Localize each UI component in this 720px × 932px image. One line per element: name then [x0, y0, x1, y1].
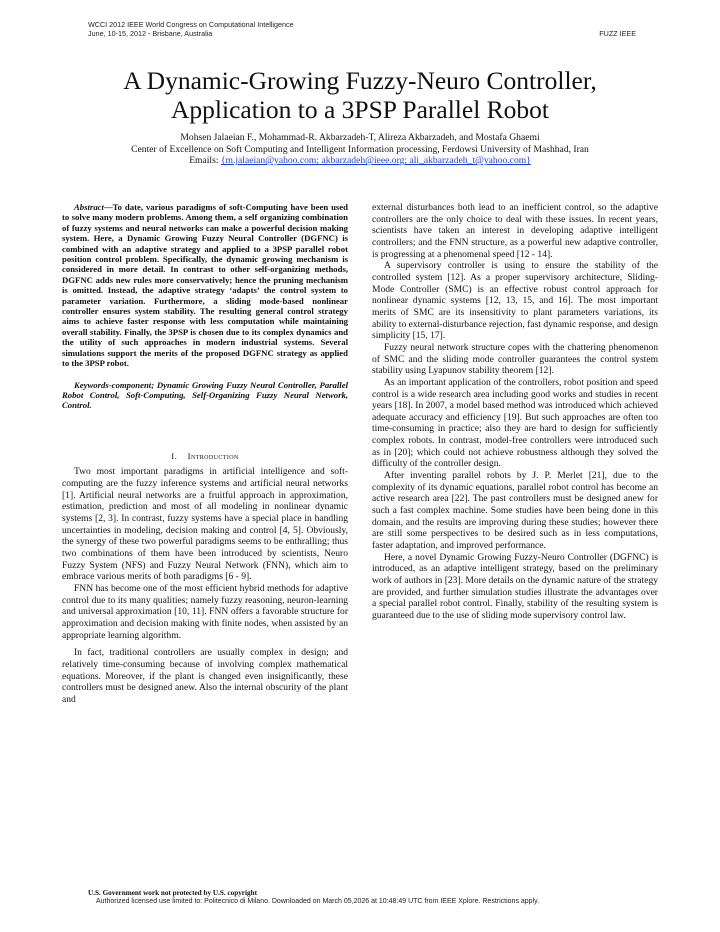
abstract	[62, 202, 348, 369]
left-column	[62, 202, 348, 706]
paragraph: FNN has become one of the most efficient hybrid methods for adaptive control due to its many qualities; namely fuzzy reasoning, neuron-learning and universal approximation [10, 11]. FNN offers a favorable structure for approximation and decision making with finite nodes, when assisted by an appropriate learning algorithm.	[62, 582, 348, 641]
conference-track: FUZZ IEEE	[599, 29, 636, 38]
license-notice: Authorized licensed use limited to: Politecnico di Milano. Downloaded on March 05,2026 at 10:48:49 UTC from IEEE Xplore. Restrictions apply.	[96, 898, 540, 905]
paragraph: As an important application of the controllers, robot position and speed control is a wide research area including good works and studies in recent years [18]. In 2007, a model based method was introduced which achieved adequate accuracy and efficiency [19]. But such approaches are often too time-consuming in practice; also they are hard to design for sufficiently complex robots. In contrast, model-free controllers were introduced such as in [20]; which could not achieve robustness although they solved the difficulty of the controller design.	[372, 376, 658, 470]
author-affiliation: Center of Excellence on Soft Computing and Intelligent Information processing, Ferdowsi University of Mashhad, Iran	[131, 143, 589, 155]
section-heading-introduction	[62, 451, 348, 463]
abstract-label: Abstract	[74, 202, 104, 212]
abstract-text: —To date, various paradigms of soft-Computing have been used to solve many modern problems. Among them, a self organizing combination of fuzzy systems and neural networks can make a powerful decision making system. Here, a Dynamic Growing Fuzzy Neural Controller (DGFNC) is combined with an adaptive strategy and applied to a 3PSP parallel robot position control problem. Specifically, the dynamic growing mechanism is considered in more detail. In contrast to other self-organizing methods, DGFNC adds new rules more conservatively; hence the pruning mechanism is omitted. Instead, the adaptive strategy ‘adapts’ the control system to parameter variation. Furthermore, a sliding mode-based nonlinear controller ensures system stability. The resulting general control strategy aims to achieve faster response with less computation while maintaining overall stability. Finally, the 3PSP is chosen due to its complex dynamics and the utility of such approaches in modern industrial systems. Several simulations support the merits of the proposed DGFNC strategy as applied to the 3PSP robot.	[62, 202, 348, 369]
paragraph: Fuzzy neural network structure copes with the chattering phenomenon of SMC and the sliding mode controller guarantees the control system stability using Lyapunov stability theorem [12].	[372, 341, 658, 377]
paragraph: In fact, traditional controllers are usually complex in design; and relatively time-consuming because of involving complex mathematical equations. Moreover, if the plant is changed even insignificantly, these controllers must be designed anew. Also the internal obscurity of the plant and	[62, 647, 348, 705]
paragraph: After inventing parallel robots by J. P. Merlet [21], due to the complexity of its dynamic equations, parallel robot control has become an active research area [22]. The past controllers must be designed anew for such a fast complex machine. Some studies have been being done in this domain, and the results are improving during these studies; however there are still some perspectives to be desired such as in less computations, faster adaptation, and improved performance.	[372, 470, 658, 552]
title-line-1: A Dynamic-Growing Fuzzy-Neuro Controller,	[123, 66, 597, 95]
conference-name: WCCI 2012 IEEE World Congress on Computational Intelligence	[88, 20, 294, 29]
conference-date-location: June, 10-15, 2012 - Brisbane, Australia	[88, 29, 213, 38]
keywords: Keywords-component; Dynamic Growing Fuzzy Neural Controller, Parallel Robot Control, Soft-Computing, Self-Organizing Fuzzy Neural Network, Control.	[62, 379, 348, 411]
section-number: I.	[171, 450, 178, 461]
author-names: Mohsen Jalaeian F., Mohammad-R. Akbarzadeh-T, Alireza Akbarzadeh, and Mostafa Ghaemi	[180, 132, 540, 143]
section-title: Introduction	[187, 450, 239, 461]
paragraph: A supervisory controller is using to ensure the stability of the controlled system [12]. As a proper supervisory architecture, Sliding-Mode Controller (SMC) is an effective robust control approach for nonlinear dynamic systems [12, 13, 15, and 16]. The most important merits of SMC are its insensitivity to plant parameters variations, its ability to external-disturbance rejection, fast dynamic response, and design simplicity [15, 17].	[372, 260, 658, 342]
paper-title	[40, 66, 680, 124]
copyright-notice: U.S. Government work not protected by U.S. copyright	[88, 889, 257, 897]
title-line-2: Application to a 3PSP Parallel Robot	[171, 95, 549, 124]
email-links[interactable]: {m.jalaeian@yahoo.com; akbarzadeh@ieee.org; ali_akbarzadeh_t@yahoo.com}	[220, 155, 531, 167]
emails-label: Emails:	[189, 155, 221, 167]
right-column	[372, 202, 658, 622]
author-emails	[40, 155, 680, 167]
conference-header	[88, 20, 294, 38]
author-block	[40, 132, 680, 167]
paragraph: external disturbances both lead to an inefficient control, so the adaptive controllers are the only choice to deal with these issues. In recent years, scientists have taken an interest in developing adaptive intelligent controllers; and the FNN structure, as a powerful new adaptive controller, is progressing at a phenomenal speed [12 - 14].	[372, 202, 658, 260]
paragraph: Here, a novel Dynamic Growing Fuzzy-Neuro Controller (DGFNC) is introduced, as an adaptive intelligent strategy, based on the preliminary work of authors in [23]. More details on the dynamic nature of the strategy are provided, and further simulation studies illustrate the advantages over a special parallel robot control. Finally, stability of the resulting system is guaranteed due to the use of sliding mode supervisory control law.	[372, 551, 658, 621]
paragraph: Two most important paradigms in artificial intelligence and soft-computing are the fuzzy inference systems and artificial neural networks [1]. Artificial neural networks are a fruitful approach in approximation, estimation, prediction and most of all modeling in nonlinear dynamic systems [2, 3]. In contrast, fuzzy systems have a special place in handling uncertainties in modeling, decision making and control [4, 5]. Obviously, the synergy of these two powerful paradigms seems to be enthralling; thus two combinations of them have been introduced by scientists, Neuro Fuzzy System (NFS) and Fuzzy Neural Network (FNN), which aim to embrace various merits of both paradigms [6 - 9].	[62, 466, 348, 583]
